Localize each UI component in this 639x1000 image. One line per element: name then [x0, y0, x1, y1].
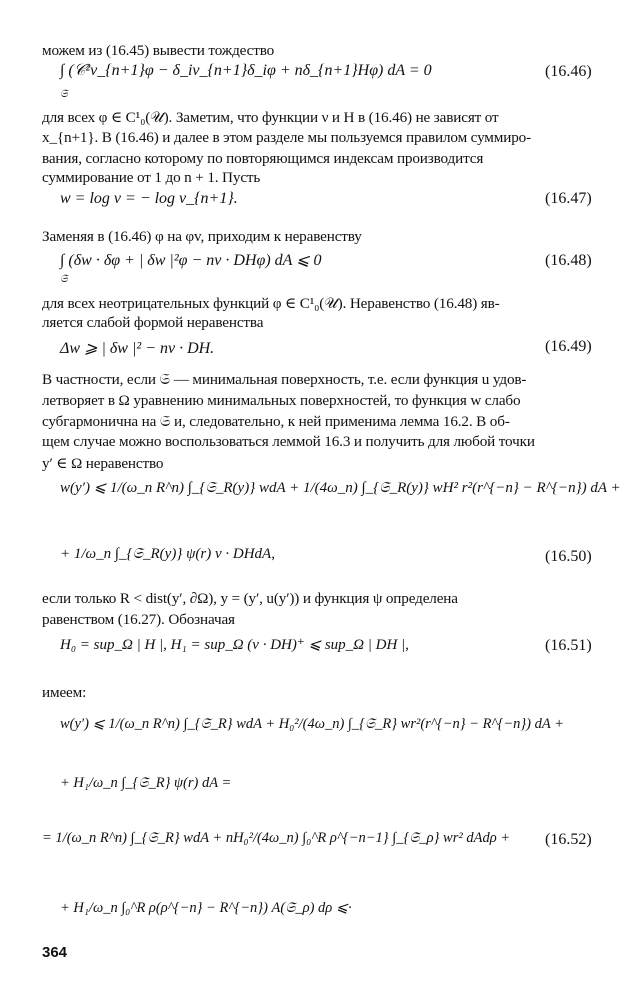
equation-number: (16.52) — [545, 831, 592, 848]
equation-16-52-line4: + H₁/ω_n ∫₀^R ρ(ρ^{−n} − R^{−n}) A(𝔖_ρ) dρ ⩽· — [60, 900, 352, 916]
text-line: суммирование от 1 до n + 1. Пусть — [42, 169, 261, 186]
text-line: равенством (16.27). Обозначая — [42, 611, 235, 628]
equation-number: (16.46) — [545, 63, 592, 80]
equation-16-49: Δw ⩾ | δw |² − nv · DH. — [60, 340, 215, 357]
text-line: если только R < dist(y′, ∂Ω), y = (y′, u(y′)) и функция ψ определена — [42, 590, 458, 607]
equation-number: (16.48) — [545, 252, 592, 269]
integral-subscript: 𝔖 — [60, 88, 68, 100]
equation-16-51: H₀ = sup_Ω | H |, H₁ = sup_Ω (v · DH)⁺ ⩽ sup_Ω | DH |, — [60, 637, 409, 653]
equation-16-52-line2: + H₁/ω_n ∫_{𝔖_R} ψ(r) dA = — [60, 775, 232, 791]
equation-16-52-line3: = 1/(ω_n R^n) ∫_{𝔖_R} wdA + nH₀²/(4ω_n) ∫₀^R ρ^{−n−1} ∫_{𝔖_ρ} wr² dAdρ + — [42, 830, 511, 846]
text-line: летворяет в Ω уравнению минимальных поверхностей, то функция w слабо — [42, 392, 521, 409]
equation-body: ∫ (𝒞²ν_{n+1}φ − δ_iν_{n+1}δ_iφ + nδ_{n+1}Hφ) dA = 0 — [60, 62, 432, 79]
text-line: Заменяя в (16.46) φ на φv, приходим к неравенству — [42, 228, 362, 245]
text-line: для всех φ ∈ C¹₀(𝒰). Заметим, что функции ν и H в (16.46) не зависят от — [42, 109, 499, 126]
text-line: субгармонична на 𝔖 и, следовательно, к ней применима лемма 16.2. В об- — [42, 413, 510, 430]
equation-number: (16.47) — [545, 190, 592, 207]
equation-16-52-line1: w(y′) ⩽ 1/(ω_n R^n) ∫_{𝔖_R} wdA + H₀²/(4ω_n) ∫_{𝔖_R} wr²(r^{−n} − R^{−n}) dA + — [60, 716, 564, 732]
page-number: 364 — [42, 944, 68, 961]
text-line: y′ ∈ Ω неравенство — [42, 455, 164, 472]
equation-number: (16.50) — [545, 548, 592, 565]
equation-16-50-line1: w(y′) ⩽ 1/(ω_n R^n) ∫_{𝔖_R(y)} wdA + 1/(4ω_n) ∫_{𝔖_R(y)} wH² r²(r^{−n} − R^{−n}) dA + — [60, 480, 621, 496]
text-line: вания, согласно которому по повторяющимся индексам производится — [42, 150, 484, 167]
text-line: щем случае можно воспользоваться леммой 16.3 и получить для любой точки — [42, 433, 535, 450]
text-line: В частности, если 𝔖 — минимальная поверхность, т.е. если функция u удов- — [42, 371, 527, 388]
equation-16-48: ∫ (δw · δφ + | δw |²φ − nv · DHφ) dA ⩽ 0 — [60, 252, 322, 269]
equation-16-50-line2: + 1/ω_n ∫_{𝔖_R(y)} ψ(r) v · DHdA, — [60, 546, 275, 562]
equation-number: (16.51) — [545, 637, 592, 654]
text-line: можем из (16.45) вывести тождество — [42, 42, 275, 59]
equation-number: (16.49) — [545, 338, 592, 355]
integral-subscript: 𝔖 — [60, 273, 68, 285]
text-line: x_{n+1}. В (16.46) и далее в этом разделе мы пользуемся правилом суммиро- — [42, 129, 532, 146]
equation-16-46 — [60, 62, 432, 80]
equation-16-47: w = log v = − log ν_{n+1}. — [60, 190, 238, 207]
text-line: для всех неотрицательных функций φ ∈ C¹₀(𝒰). Неравенство (16.48) яв- — [42, 295, 500, 312]
text-line: ляется слабой формой неравенства — [42, 314, 264, 331]
text-line: имеем: — [42, 684, 87, 701]
